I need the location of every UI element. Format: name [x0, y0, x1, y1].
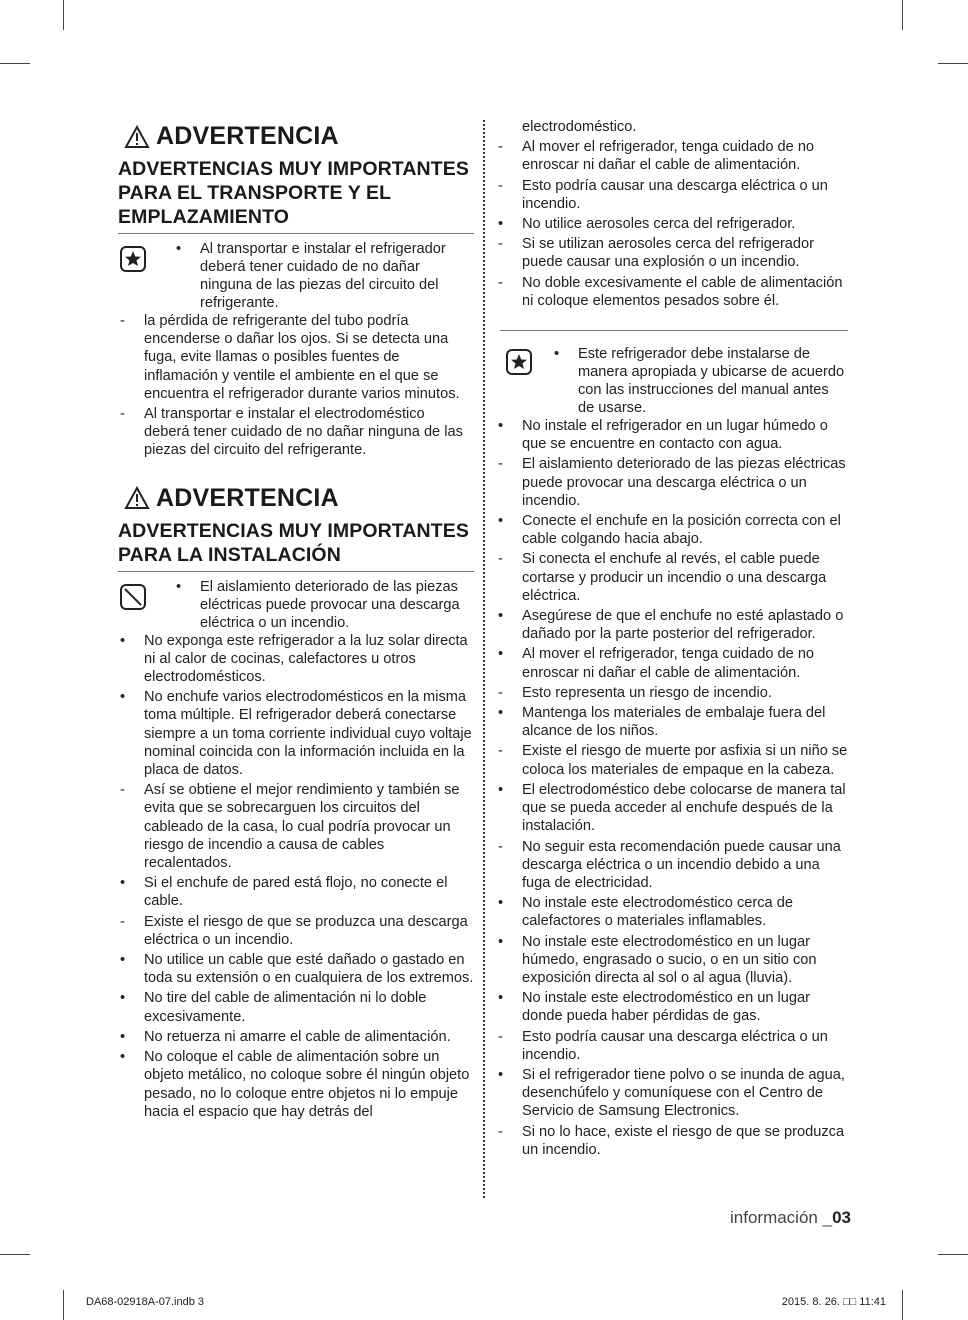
list-item: [118, 781, 474, 872]
section-subtitle: ADVERTENCIAS MUY IMPORTANTES PARA EL TRANSPORTE Y EL EMPLAZAMIENTO: [118, 157, 474, 234]
list-item-text: Al mover el refrigerador, tenga cuidado de no enroscar ni dañar el cable de alimentación.: [522, 646, 815, 681]
list-item: [496, 704, 848, 740]
list-item-text: No enchufe varios electrodomésticos en la misma toma múltiple. El refrigerador deberá conectarse siempre a un toma corriente individual cuyo voltaje nominal coincida con la información incluida en la placa de datos.: [144, 689, 472, 779]
list-marker: •: [498, 990, 504, 1007]
list-marker: -: [498, 456, 503, 473]
list-marker: -: [498, 743, 503, 760]
section-subtitle: ADVERTENCIAS MUY IMPORTANTES PARA LA INSTALACIÓN: [118, 519, 474, 572]
list-marker: -: [120, 913, 125, 930]
list-marker: •: [498, 895, 504, 912]
list-marker: •: [120, 875, 126, 892]
left-column: [118, 122, 474, 1123]
footer-file-info: DA68-02918A-07.indb 3: [86, 1296, 205, 1308]
list-marker: •: [120, 990, 126, 1007]
list-item: [496, 607, 848, 643]
notice-text: • Este refrigerador debe instalarse de manera apropiada y ubicarse de acuerdo con las instrucciones del manual antes de usarse.: [554, 345, 848, 417]
warning-triangle-icon: [124, 486, 150, 510]
list-marker: •: [498, 933, 504, 950]
list-item: [118, 913, 474, 949]
list-item: [118, 951, 474, 987]
list-item-text: Así se obtiene el mejor rendimiento y también se evita que se sobrecarguen los circuitos del cableado de la casa, lo cual podría provocar un riesgo de incendio a causa de cables recalentados.: [144, 782, 460, 872]
list-item-text: No seguir esta recomendación puede causar una descarga eléctrica o un incendio debido a una fuga de electricidad.: [522, 838, 841, 891]
list-item: [118, 1028, 474, 1046]
crop-mark: [902, 1290, 903, 1320]
notice-text: • Al transportar e instalar el refrigerador deberá tener cuidado de no dañar ninguna de las piezas del circuito del refrigerante.: [176, 240, 474, 312]
list-item-text: No exponga este refrigerador a la luz solar directa ni al calor de cocinas, calefactores u otros electrodomésticos.: [144, 632, 468, 686]
list-item: [496, 550, 848, 605]
list-item-text: No instale este electrodoméstico en un lugar húmedo, engrasado o sucio, o en un sitio con exposición directa al sol o al agua (lluvia).: [522, 933, 817, 986]
list-marker: •: [120, 689, 126, 706]
list-item: [118, 312, 474, 403]
notice-block: [118, 572, 474, 632]
crop-mark: [938, 63, 968, 64]
list-item: [118, 405, 474, 460]
crop-mark: [63, 0, 64, 30]
list-item-text: Si se utilizan aerosoles cerca del refrigerador puede causar una explosión o un incendio.: [522, 236, 815, 271]
list-marker: •: [498, 1066, 504, 1083]
column-divider: [483, 120, 485, 1198]
list-marker: -: [120, 782, 125, 799]
list-item-text: Existe el riesgo de muerte por asfixia si un niño se coloca los materiales de empaque en la cabeza.: [522, 743, 848, 778]
list-item-text: No coloque el cable de alimentación sobre un objeto metálico, no coloque sobre él ningún objeto pesado, no lo coloque entre objetos ni lo empuje hacia el espacio que hay detrás del: [144, 1049, 470, 1120]
list-item: [496, 118, 848, 136]
crop-mark: [902, 0, 903, 30]
list-item-text: No tire del cable de alimentación ni lo doble excesivamente.: [144, 990, 427, 1025]
list-item: [496, 645, 848, 681]
list-item-text: Conecte el enchufe en la posición correcta con el cable colgando hacia abajo.: [522, 513, 841, 548]
list-item-text: Al mover el refrigerador, tenga cuidado de no enroscar ni dañar el cable de alimentación.: [522, 139, 815, 174]
list-item-text: No utilice un cable que esté dañado o gastado en toda su extensión o en cualquiera de los extremos.: [144, 952, 474, 987]
list-item-text: No instale este electrodoméstico cerca de calefactores o materiales inflamables.: [522, 895, 793, 930]
list-marker: •: [120, 1049, 126, 1066]
notice-block: [118, 234, 474, 312]
list-marker: -: [498, 177, 503, 194]
list-item: [118, 989, 474, 1025]
list-item-text: No instale este electrodoméstico en un lugar donde pueda haber pérdidas de gas.: [522, 990, 810, 1025]
list-item-text: Asegúrese de que el enchufe no esté aplastado o dañado por la parte posterior del refrigerador.: [522, 608, 844, 643]
right-column: [496, 118, 848, 1161]
list-item: [496, 274, 848, 310]
footer-timestamp: 2015. 8. 26. □□ 11:41: [781, 1296, 886, 1308]
list-item-text: Si el refrigerador tiene polvo o se inunda de agua, desenchúfelo y comuníquese con el Centro de Servicio de Samsung Electronics.: [522, 1066, 845, 1120]
list-item: [118, 1048, 474, 1121]
list-item-text: El aislamiento deteriorado de las piezas eléctricas puede provocar una descarga eléctrica o un incendio.: [522, 456, 846, 509]
list-item: [496, 177, 848, 213]
list-item: [496, 455, 848, 510]
section-installation: [118, 484, 474, 1121]
list-item: [118, 632, 474, 687]
warning-list: [118, 312, 474, 460]
list-item: [496, 1123, 848, 1159]
warning-title: ADVERTENCIA: [156, 122, 339, 150]
list-marker: -: [498, 684, 503, 701]
crop-mark: [0, 63, 30, 64]
list-marker: •: [498, 418, 504, 435]
list-marker: •: [498, 216, 504, 233]
list-item-text: No retuerza ni amarre el cable de alimentación.: [144, 1028, 451, 1045]
list-marker: -: [120, 313, 125, 329]
notice-text: • El aislamiento deteriorado de las piezas eléctricas puede provocar una descarga eléctrica o un incendio.: [176, 578, 474, 632]
star-notice-icon: [506, 349, 532, 375]
list-marker: •: [498, 646, 504, 663]
list-item-text: electrodoméstico.: [522, 119, 637, 135]
list-marker: -: [120, 406, 125, 423]
list-item-text: No doble excesivamente el cable de alimentación ni coloque elementos pesados sobre él.: [522, 274, 843, 309]
warning-title: ADVERTENCIA: [156, 483, 339, 512]
list-marker: •: [498, 705, 504, 722]
list-item-text: Esto representa un riesgo de incendio.: [522, 684, 772, 701]
crop-mark: [0, 1254, 30, 1255]
list-item: [496, 933, 848, 988]
page-number: 03: [832, 1208, 851, 1227]
prohibited-icon: [120, 584, 146, 610]
warning-heading: [124, 484, 474, 513]
list-item-text: Esto podría causar una descarga eléctrica o un incendio.: [522, 177, 828, 212]
list-marker: •: [120, 1028, 126, 1045]
list-marker: •: [120, 632, 126, 649]
list-item: [118, 688, 474, 779]
list-item-text: No instale el refrigerador en un lugar húmedo o que se encuentre en contacto con agua.: [522, 418, 828, 453]
list-marker: •: [498, 781, 504, 798]
page-label: información _: [730, 1208, 833, 1227]
list-item: [496, 1028, 848, 1064]
notice-block: [496, 331, 848, 417]
list-item-text: Mantenga los materiales de embalaje fuera del alcance de los niños.: [522, 705, 826, 740]
crop-mark: [63, 1290, 64, 1320]
list-item-text: la pérdida de refrigerante del tubo podría encenderse o dañar los ojos. Si se detecta una fuga, evite llamas o posibles fuentes de inflamación y ventile el ambiente en el que se encuentra el refrigerador durante varios minutos.: [144, 313, 460, 402]
star-notice-icon: [120, 246, 146, 272]
list-item-text: Si el enchufe de pared está flojo, no conecte el cable.: [144, 875, 448, 910]
list-marker: •: [498, 608, 504, 625]
list-item: [496, 894, 848, 930]
list-marker: -: [498, 551, 503, 568]
list-marker: -: [498, 139, 503, 156]
warning-list: [496, 417, 848, 1159]
section-transport: [118, 122, 474, 460]
crop-mark: [938, 1254, 968, 1255]
list-item-text: Existe el riesgo de que se produzca una descarga eléctrica o un incendio.: [144, 913, 468, 948]
warning-triangle-icon: [124, 125, 150, 149]
page-number-label: [730, 1208, 851, 1228]
list-item-text: No utilice aerosoles cerca del refrigerador.: [522, 216, 796, 233]
list-marker: •: [498, 513, 504, 530]
list-item-text: El electrodoméstico debe colocarse de manera tal que se pueda acceder al enchufe después de la instalación.: [522, 781, 846, 835]
list-item: [496, 417, 848, 453]
list-item: [496, 235, 848, 271]
list-item: [496, 742, 848, 778]
warning-list: [496, 118, 848, 310]
warning-list: [118, 632, 474, 1121]
list-item: [496, 684, 848, 702]
list-item: [496, 1066, 848, 1121]
list-item: [496, 512, 848, 548]
list-marker: -: [498, 1123, 503, 1140]
list-item: [496, 838, 848, 893]
list-marker: -: [498, 236, 503, 253]
list-marker: -: [498, 838, 503, 855]
list-item: [496, 138, 848, 174]
list-item: [496, 215, 848, 233]
list-item: [118, 874, 474, 910]
list-item-text: Si no lo hace, existe el riesgo de que se produzca un incendio.: [522, 1123, 845, 1158]
list-item-text: Si conecta el enchufe al revés, el cable puede cortarse y producir un incendio o una descarga eléctrica.: [522, 551, 827, 604]
list-marker: -: [498, 1028, 503, 1045]
list-item-text: Esto podría causar una descarga eléctrica o un incendio.: [522, 1028, 828, 1063]
list-item: [496, 989, 848, 1025]
warning-heading: [124, 122, 474, 151]
list-marker: -: [498, 274, 503, 291]
list-item: [496, 781, 848, 836]
list-marker: •: [120, 952, 126, 969]
list-item-text: Al transportar e instalar el electrodoméstico deberá tener cuidado de no dañar ninguna de las piezas del circuito del refrigerante.: [144, 406, 463, 459]
